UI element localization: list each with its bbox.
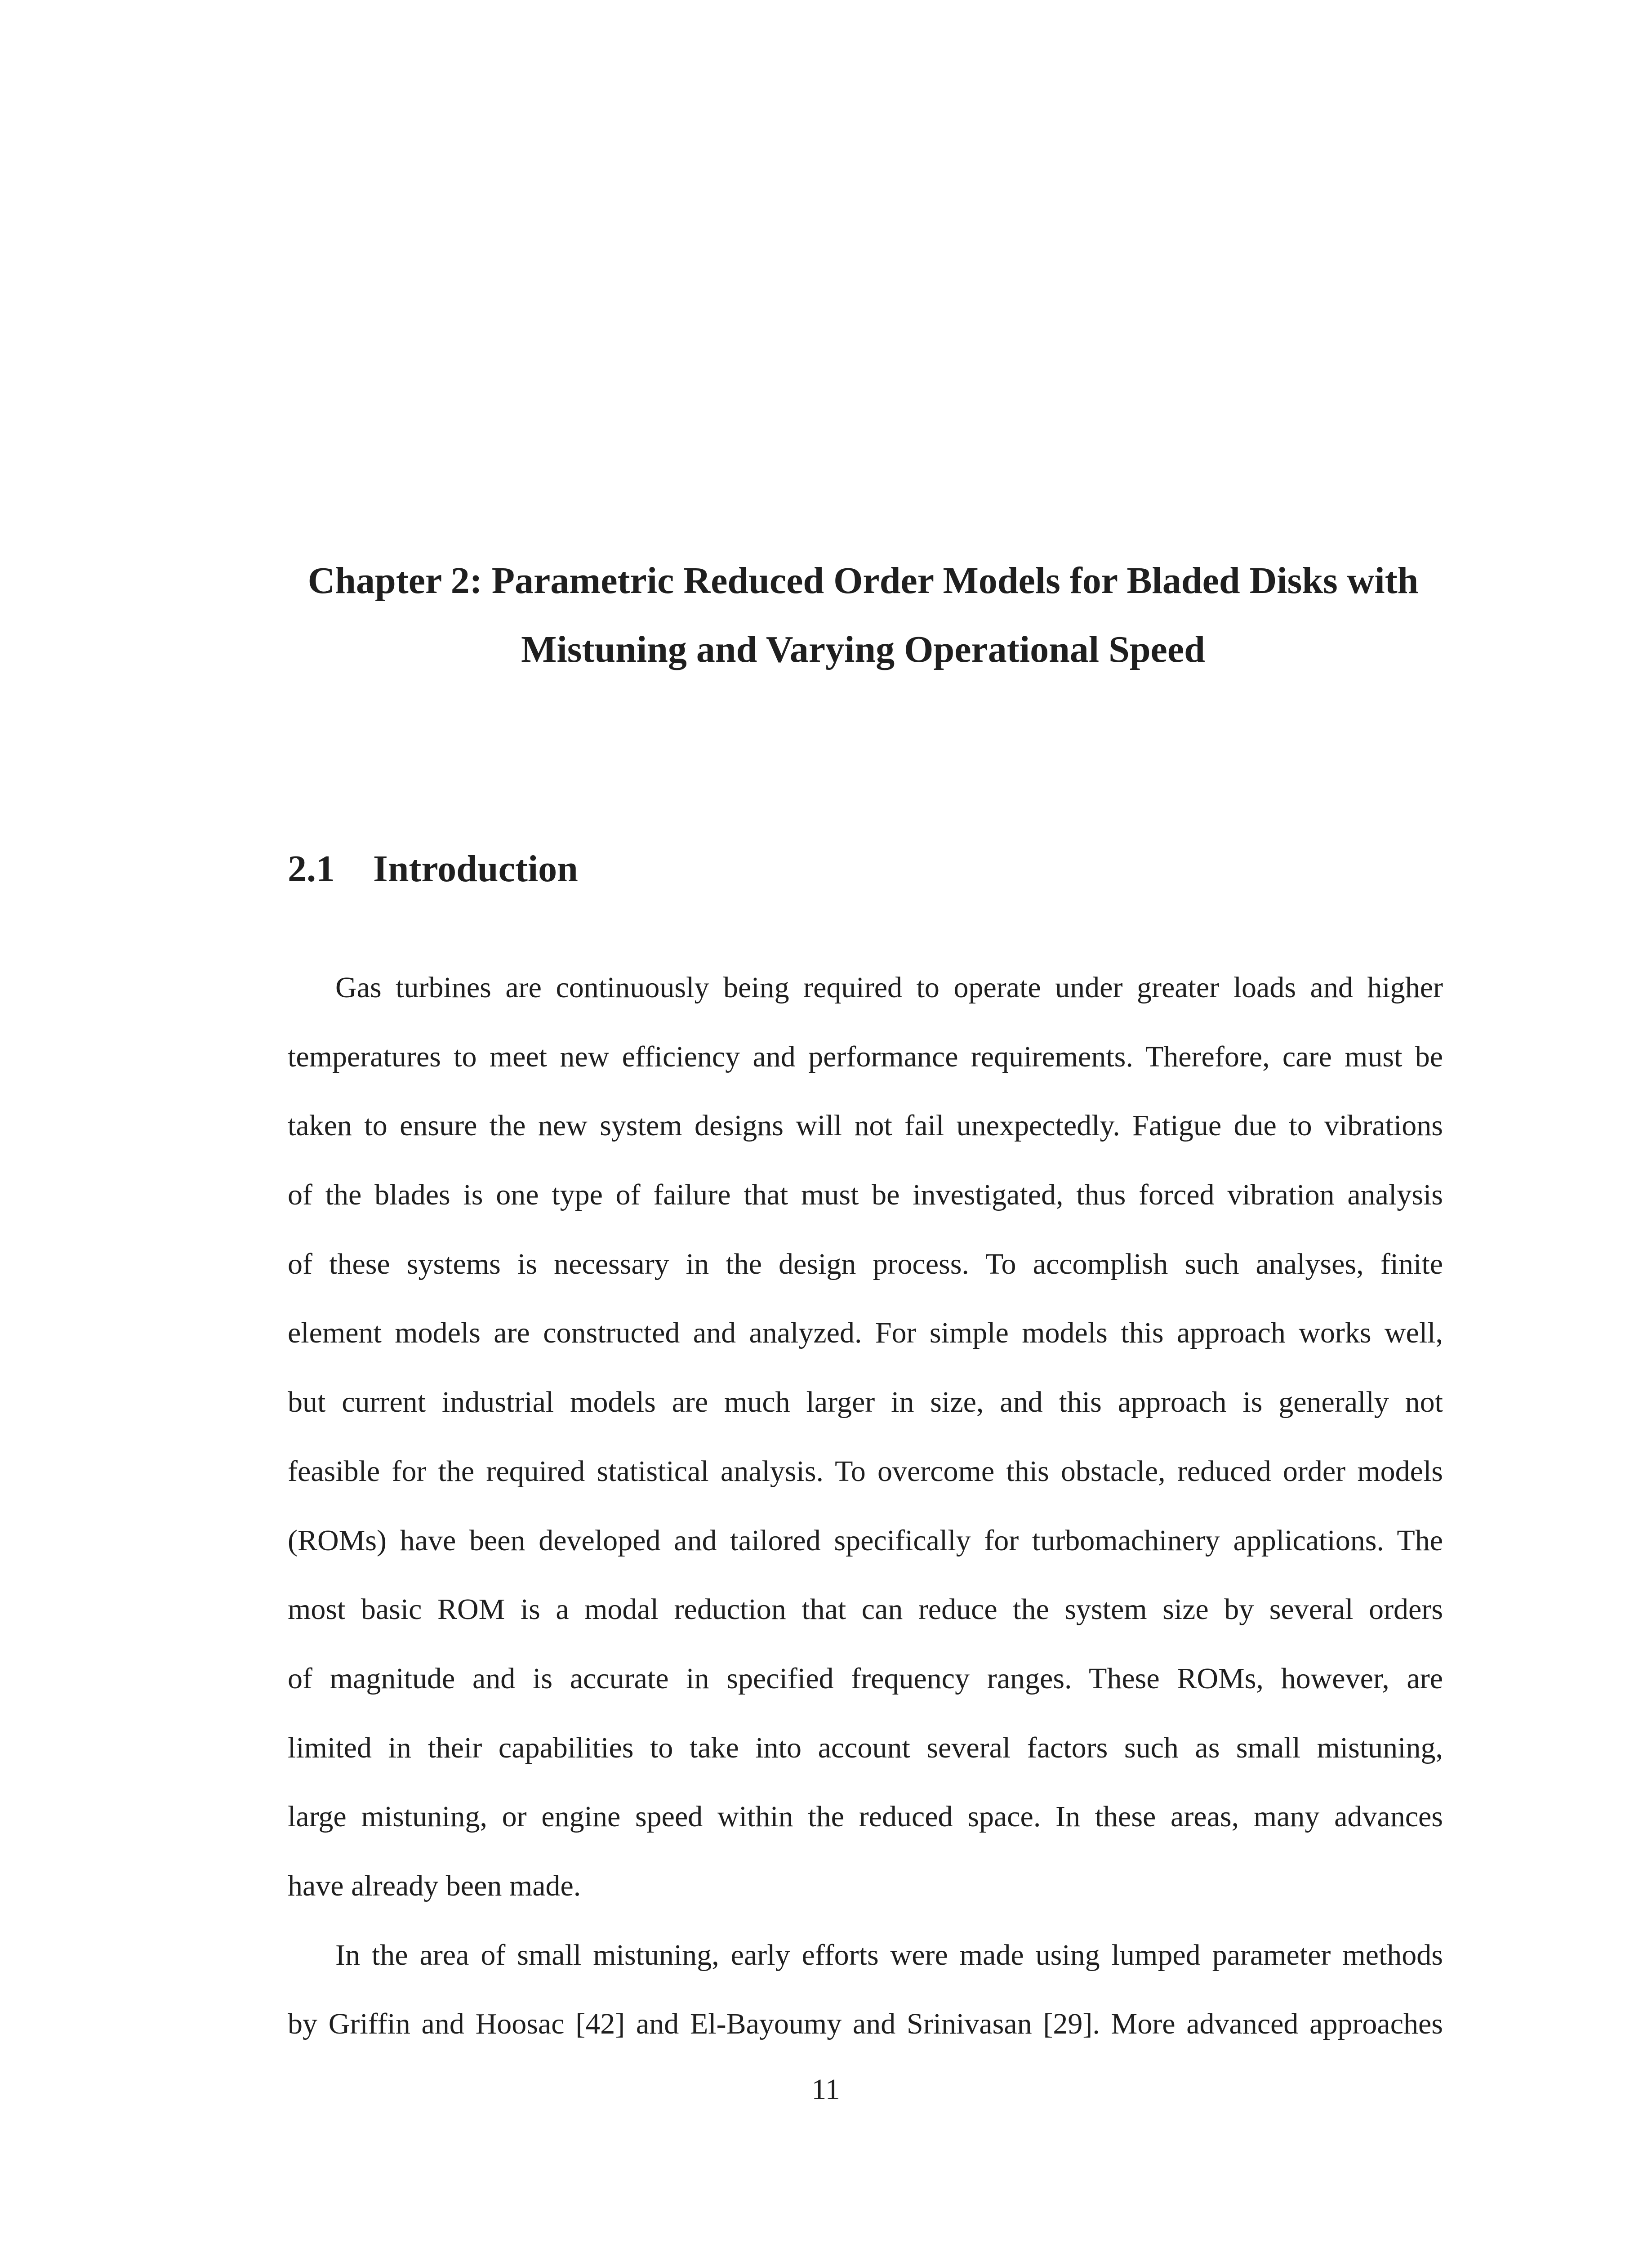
paragraph-line: (ROMs) have been developed and tailored specifically for turbomachinery applications. The (288, 1524, 1443, 1557)
paragraph-line: most basic ROM is a modal reduction that can reduce the system size by several orders (288, 1593, 1443, 1626)
paragraph-2 (288, 1921, 1443, 2059)
page-number: 11 (811, 2073, 840, 2106)
paragraph-line: element models are constructed and analyzed. For simple models this approach works well, (288, 1316, 1443, 1350)
paragraph-line: of magnitude and is accurate in specified frequency ranges. These ROMs, however, are (288, 1662, 1443, 1695)
section-title: Introduction (373, 848, 578, 890)
paragraph-line: have already been made. (288, 1869, 581, 1902)
paragraph-line: Gas turbines are continuously being required to operate under greater loads and higher (335, 971, 1443, 1004)
paragraph-line: feasible for the required statistical analysis. To overcome this obstacle, reduced order models (288, 1454, 1443, 1488)
chapter-title (288, 546, 1438, 684)
section-heading (288, 844, 578, 894)
body-text (288, 953, 1443, 2059)
paragraph-1 (288, 953, 1443, 1921)
chapter-title-line-1: Chapter 2: Parametric Reduced Order Models for Bladed Disks with (307, 560, 1419, 602)
paragraph-line: In the area of small mistuning, early efforts were made using lumped parameter methods (335, 1938, 1443, 1971)
paragraph-line: large mistuning, or engine speed within the reduced space. In these areas, many advances (288, 1800, 1443, 1833)
section-number: 2.1 (288, 848, 335, 890)
paragraph-line: of the blades is one type of failure that must be investigated, thus forced vibration analysis (288, 1178, 1443, 1212)
paragraph-line: but current industrial models are much larger in size, and this approach is generally not (288, 1386, 1443, 1419)
chapter-title-line-2: Mistuning and Varying Operational Speed (521, 629, 1205, 670)
paragraph-line: of these systems is necessary in the design process. To accomplish such analyses, finite (288, 1247, 1443, 1280)
paragraph-line: taken to ensure the new system designs will not fail unexpectedly. Fatigue due to vibrations (288, 1109, 1443, 1142)
paragraph-line: temperatures to meet new efficiency and performance requirements. Therefore, care must be (288, 1040, 1443, 1073)
paragraph-line: by Griffin and Hoosac [42] and El-Bayoumy and Srinivasan [29]. More advanced approaches (288, 2007, 1443, 2041)
paragraph-line: limited in their capabilities to take into account several factors such as small mistuning, (288, 1731, 1443, 1764)
